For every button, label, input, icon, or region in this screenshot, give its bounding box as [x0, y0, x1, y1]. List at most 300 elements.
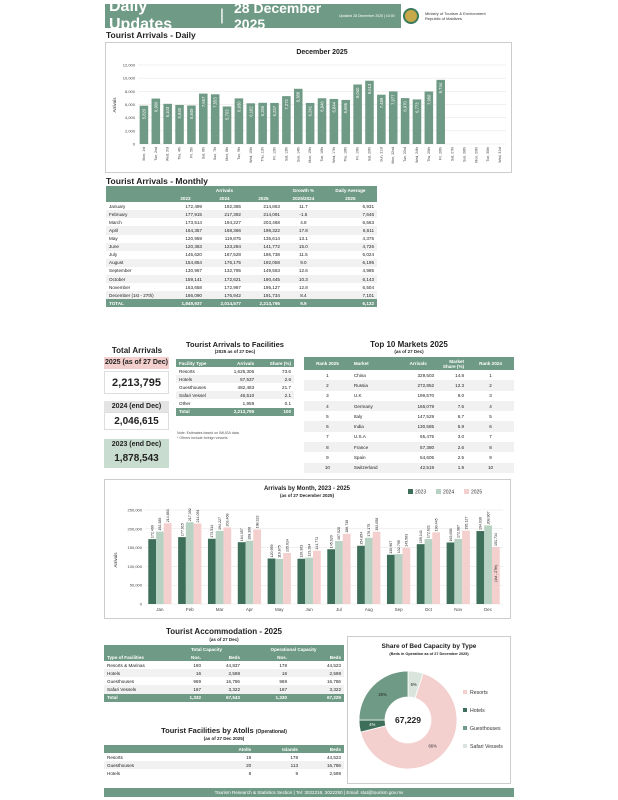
x-tick-label: Wed, 3rd	[165, 147, 170, 162]
table-cell: 16,786	[326, 762, 341, 768]
month-cell: August	[109, 260, 124, 266]
x-tick-label: Fri, 12th	[272, 147, 277, 160]
table-cell: 12.3	[455, 382, 465, 388]
table-cell: 132,795	[224, 268, 241, 274]
slice-label: 25%	[378, 692, 387, 698]
y-tick-label: 4,000	[124, 115, 135, 121]
legend-label: Safari Vessels	[470, 744, 503, 750]
bar-value-label: 132,795	[396, 540, 401, 554]
table-row	[104, 769, 344, 777]
bar-value-label: 159,141	[418, 530, 423, 544]
table-cell: 14.8	[455, 372, 465, 378]
legend-label: Hotels	[470, 708, 485, 714]
x-tick-label: Apr	[245, 607, 253, 612]
table-cell: 173,514	[185, 219, 202, 225]
bar-value-label: 173,514	[210, 524, 215, 538]
table-cell: 2	[326, 382, 329, 388]
table-cell: 7	[489, 434, 492, 440]
table-cell: Spain	[353, 455, 366, 461]
table-row	[304, 411, 514, 421]
table-cell: 203,468	[263, 219, 280, 225]
table-row	[304, 432, 514, 442]
table-row	[106, 275, 377, 283]
bar-value-label: 214,863	[165, 509, 170, 523]
x-tick-label: Oct	[424, 607, 432, 612]
table-row	[176, 408, 294, 416]
bar-value-label: 8,388	[295, 91, 301, 103]
table-cell: 5.9	[457, 424, 465, 430]
x-tick-label: Wed, 10th	[248, 147, 253, 163]
table-cell: 214,863	[263, 203, 280, 209]
bar-value-label: 141,772	[315, 536, 320, 550]
bar-value-label: 5,820	[141, 108, 147, 120]
table-cell: 2,598	[329, 770, 341, 776]
x-tick-label: Wed, 24th	[414, 147, 419, 163]
daily-section-title: Tourist Arrivals - Daily	[106, 30, 196, 40]
bar-value-label: 6,946	[319, 101, 325, 112]
chart-subtitle: (Beds in Operation as of 27 December 2025)	[389, 652, 469, 656]
table-cell: 4	[489, 403, 492, 409]
table-cell: Safari Vessel	[179, 392, 206, 398]
x-tick-label: Mon, 8th	[225, 147, 230, 161]
table-cell: 969	[193, 678, 202, 684]
col-header: Atolls	[238, 746, 252, 752]
bar-value-label: 5,930	[177, 107, 183, 119]
table-cell: 195,127	[263, 284, 280, 290]
y-tick-label: 8,000	[124, 88, 135, 94]
table-cell: Russia	[353, 382, 368, 388]
legend-label: 2023	[415, 489, 427, 496]
table-cell: 7,101	[362, 292, 374, 298]
bar	[238, 542, 246, 604]
table-cell: 4,985	[362, 268, 374, 274]
table-cell: 969	[279, 678, 288, 684]
bar-note: (1st - 27th)	[494, 564, 499, 582]
bar	[208, 539, 216, 604]
bar-value-label: 9,040	[355, 87, 361, 98]
table-cell: 1,959	[242, 401, 255, 407]
total-2025-value: 2,213,795	[104, 371, 169, 394]
bar-value-label: 7,489	[378, 97, 384, 109]
table-cell: 3,322	[329, 687, 341, 693]
table-cell: 21.7	[282, 384, 291, 390]
month-cell: March	[109, 219, 122, 225]
table-cell: 6	[326, 424, 329, 430]
bar-value-label: 6,182	[248, 106, 254, 117]
slice-label: 66%	[428, 743, 437, 749]
month-cell: May	[109, 236, 118, 242]
table-row	[104, 677, 344, 685]
bar	[216, 531, 224, 604]
table-row	[176, 383, 294, 391]
legend-swatch	[463, 744, 467, 748]
markets-subtitle: (as of 27 Dec)	[394, 349, 424, 354]
table-cell: 141,772	[263, 244, 280, 250]
table-cell: 6,024	[362, 252, 374, 258]
table-cell: 10	[324, 465, 330, 471]
col-header: Beds	[228, 654, 240, 660]
bar-value-label: 190,445	[434, 518, 439, 532]
bar	[305, 558, 313, 604]
table-cell: 2,598	[329, 670, 341, 676]
x-tick-label: Tue, 23rd	[403, 147, 408, 162]
table-cell: 8	[489, 444, 492, 450]
table-row	[106, 299, 377, 307]
bar	[327, 549, 335, 604]
table-cell: 6,504	[362, 284, 374, 290]
table-row	[106, 218, 377, 226]
bar-value-label: 163,658	[448, 528, 453, 542]
table-cell: 16	[195, 670, 202, 676]
table-cell: 176,942	[224, 292, 241, 298]
bed-share-chart	[348, 637, 510, 783]
table-cell: 130,967	[185, 268, 202, 274]
table-cell: 482,483	[237, 384, 255, 390]
bar-value-label: 145,620	[329, 535, 334, 549]
bar-value-label: 176,175	[367, 523, 372, 537]
table-cell: 6,611	[362, 228, 374, 234]
bar-value-label: 6,256	[260, 105, 266, 117]
markets-title: Top 10 Markets 2025	[370, 340, 448, 349]
total-2023-label: 2023 (end Dec)	[104, 439, 169, 450]
bar-value-label: 7,553	[212, 97, 218, 108]
x-tick-label: Tue, 9th	[236, 147, 241, 160]
country-name: Republic of Maldives	[425, 16, 462, 21]
bar-value-label: 177,915	[180, 523, 185, 537]
table-cell: 65,475	[420, 434, 435, 440]
bar	[194, 524, 202, 604]
table-cell: 20	[246, 762, 252, 768]
bar-value-label: 154,854	[359, 531, 364, 545]
table-cell: 147,529	[417, 413, 435, 419]
bar	[357, 546, 365, 604]
daily-arrivals-chart	[106, 43, 511, 172]
table-row	[176, 367, 294, 375]
col-header: Total Capacity	[190, 646, 223, 652]
month-cell: TOTAL	[109, 300, 124, 306]
month-cell: July	[109, 252, 118, 258]
y-tick-label: 150,000	[127, 545, 142, 551]
table-cell: 12.8	[298, 284, 308, 290]
legend-swatch	[464, 489, 469, 494]
col-header: Rank 2024	[479, 361, 502, 366]
x-tick-label: Sun, 14th	[296, 147, 301, 162]
table-cell: 6,195	[362, 260, 374, 266]
table-cell: 191,734	[263, 292, 280, 298]
y-tick-label: 250,000	[127, 507, 142, 513]
x-tick-label: Thu, 11th	[260, 147, 265, 162]
table-row	[304, 401, 514, 411]
bar	[156, 532, 164, 604]
table-cell: 6	[489, 424, 492, 430]
table-cell: 198,322	[263, 228, 280, 234]
table-cell: 272,852	[417, 382, 435, 388]
bar-value-label: 6,103	[165, 106, 171, 118]
bar	[373, 532, 381, 604]
table-row	[104, 761, 344, 769]
table-cell: 3,322	[228, 687, 240, 693]
x-tick-label: Thu, 25th	[426, 147, 431, 162]
table-cell: Resorts	[179, 368, 195, 374]
table-cell: Guesthouses	[179, 384, 207, 390]
table-cell: 154,854	[185, 260, 202, 266]
x-tick-label: Jun	[305, 607, 313, 612]
y-tick-label: 0	[132, 141, 135, 147]
table-row	[176, 391, 294, 399]
bar	[343, 534, 351, 604]
x-tick-label: Sat, 20th	[367, 147, 372, 162]
ministry-block	[401, 4, 515, 28]
x-tick-label: Feb	[185, 607, 194, 612]
legend-label: Resorts	[470, 690, 488, 696]
table-cell: 4,375	[362, 236, 374, 242]
facilities-title: Tourist Arrivals to Facilities	[186, 340, 284, 349]
y-tick-label: 12,000	[122, 62, 135, 68]
table-cell: 172,499	[185, 203, 202, 209]
year-header: 2025	[258, 195, 269, 201]
table-cell: Resorts	[107, 754, 123, 760]
table-cell: Other	[179, 401, 191, 407]
x-tick-label: Mon, 1st	[141, 147, 146, 161]
x-tick-label: Mon, 15th	[308, 147, 313, 163]
bar-value-label: 172,621	[426, 525, 431, 539]
chart-subtitle: (as of 27 December 2025)	[279, 493, 335, 498]
bar	[246, 541, 254, 604]
facilities-subtitle: (2025 as of 27 Dec)	[214, 349, 256, 354]
table-cell: 42,519	[420, 465, 435, 471]
bar-value-label: 9,744	[438, 82, 444, 94]
table-cell: 199,570	[417, 393, 435, 399]
total-2023-value: 1,878,543	[104, 450, 169, 468]
table-cell: 4,726	[362, 244, 374, 250]
table-cell: 17.8	[298, 228, 308, 234]
total-2024-label: 2024 (end Dec)	[104, 401, 169, 412]
x-tick-label: Tue, 16th	[320, 147, 324, 162]
table-cell: 163,658	[185, 284, 202, 290]
markets-table	[304, 357, 514, 473]
table-cell: 3	[326, 393, 329, 399]
table-cell: 7,646	[362, 211, 374, 217]
y-tick-label: 2,000	[124, 128, 135, 134]
table-cell: 1.9	[457, 465, 465, 471]
monthly-chart-panel	[104, 479, 511, 619]
table-row	[104, 694, 344, 702]
table-cell: 7	[326, 434, 329, 440]
table-cell: 10	[487, 465, 494, 471]
month-cell: April	[109, 228, 119, 234]
table-cell: 1,330	[275, 695, 288, 701]
bar-value-label: 120,959	[269, 544, 274, 558]
table-cell: 120,363	[185, 244, 202, 250]
legend-swatch	[408, 489, 413, 494]
table-cell: 4.8	[300, 219, 307, 225]
table-cell: 172,621	[224, 276, 241, 282]
table-cell: 159,141	[185, 276, 202, 282]
x-tick-label: Wed, 17th	[331, 147, 336, 163]
table-cell: 168,366	[224, 228, 241, 234]
table-cell: 135,614	[263, 236, 280, 242]
table-cell: 164,357	[185, 228, 202, 234]
table-row	[304, 391, 514, 401]
col-header: Arrivals	[237, 360, 255, 366]
table-row	[304, 463, 514, 473]
bar-value-label: 135,614	[285, 539, 290, 553]
table-cell: 9	[295, 770, 298, 776]
table-row	[106, 210, 377, 218]
bar	[164, 523, 172, 604]
bar-value-label: 6,970	[402, 101, 408, 112]
table-cell: 9.0	[300, 260, 307, 266]
bar	[432, 532, 440, 604]
table-cell: Guesthouses	[107, 762, 135, 768]
table-cell: Italy	[353, 413, 363, 419]
bar	[297, 559, 305, 604]
table-cell: 2,598	[228, 670, 240, 676]
x-tick-label: Sat, 6th	[201, 147, 206, 160]
table-cell: 2	[489, 382, 492, 388]
x-tick-label: Nov	[454, 607, 463, 612]
bar-value-label: 7,977	[390, 94, 396, 105]
table-row	[304, 421, 514, 431]
legend-swatch	[463, 708, 467, 712]
bar	[335, 541, 343, 604]
table-cell: 44,523	[326, 662, 341, 668]
bar	[253, 529, 261, 604]
x-tick-label: Thu, 18th	[343, 147, 348, 162]
table-cell: Hotels	[107, 770, 121, 776]
table-cell: 2.5	[457, 455, 465, 461]
table-cell: 67,229	[326, 695, 341, 701]
slice-label: 5%	[410, 681, 417, 687]
x-tick-label: Mar	[215, 607, 224, 612]
col-header: Share (%)	[269, 360, 291, 366]
table-cell: 73.6	[282, 368, 291, 374]
month-cell: November	[109, 284, 131, 290]
facilities-note: * Others include foreign vessels	[177, 436, 228, 440]
table-cell: 167	[193, 687, 202, 693]
table-cell: 6,563	[362, 219, 374, 225]
table-cell: Germany	[353, 403, 373, 409]
chart-title: Arrivals by Month, 2023 - 2025	[263, 486, 351, 492]
x-tick-label: Sat, 13th	[284, 147, 289, 162]
legend-label: Guesthouses	[470, 726, 501, 732]
x-tick-label: Sat, 27th	[450, 147, 455, 162]
table-cell: 100	[283, 409, 291, 415]
year-header: 2025	[345, 195, 356, 201]
table-row	[106, 226, 377, 234]
table-cell: U.K	[353, 393, 362, 399]
table-row	[304, 370, 514, 380]
bar	[395, 554, 403, 604]
table-cell: 10.3	[298, 276, 308, 282]
bar	[178, 537, 186, 604]
bed-share-panel	[347, 636, 511, 784]
atolls-title: Tourist Facilities by Atolls (Operational)	[161, 726, 287, 735]
table-cell: 120,959	[185, 236, 202, 242]
bar-value-label: 167,528	[337, 527, 342, 541]
bar-value-label: 120,363	[299, 544, 304, 558]
table-cell: 12.6	[298, 268, 308, 274]
table-row	[304, 452, 514, 462]
accom-table	[104, 645, 344, 702]
table-row	[106, 291, 377, 299]
month-cell: June	[109, 244, 119, 250]
bar	[402, 548, 410, 604]
table-cell: 214,091	[263, 211, 280, 217]
x-tick-label: Sun, 7th	[213, 147, 218, 161]
center-value: 67,229	[395, 715, 421, 725]
table-cell: 6,931	[362, 203, 374, 209]
table-row	[304, 380, 514, 390]
x-tick-label: Sep	[394, 607, 403, 612]
table-cell: 217,392	[224, 211, 241, 217]
title-separator: |	[219, 7, 225, 24]
bar-value-label: 217,392	[188, 508, 193, 522]
bar-value-label: 6,696	[343, 102, 349, 114]
y-tick-label: 100,000	[127, 563, 142, 569]
x-tick-label: Tue, 30th	[486, 147, 491, 162]
chart-title: December 2025	[296, 49, 348, 56]
facilities-table	[176, 359, 294, 416]
bar	[462, 531, 470, 604]
table-cell: 6,132	[362, 300, 374, 306]
table-cell: 192,385	[224, 203, 241, 209]
table-row	[104, 661, 344, 669]
table-row	[106, 251, 377, 259]
table-cell: 9	[326, 455, 329, 461]
table-cell: Resorts & Marinas	[107, 662, 145, 668]
bar-value-label: 7,272	[283, 99, 289, 110]
bar	[484, 525, 492, 604]
table-cell: 5	[489, 413, 492, 419]
table-cell: 2,014,577	[220, 300, 241, 306]
table-cell: 4	[326, 403, 329, 409]
table-cell: 6,143	[362, 276, 374, 282]
table-cell: 19	[246, 754, 252, 760]
table-row	[104, 753, 344, 761]
bar-value-label: 195,127	[464, 516, 469, 530]
x-tick-label: Sun, 28th	[462, 147, 467, 162]
table-cell: 44,523	[326, 754, 341, 760]
col-header: Beds	[329, 654, 341, 660]
col-header: Operational Capacity	[270, 646, 317, 652]
bar-value-label: 7,968	[426, 94, 432, 106]
month-cell: February	[109, 211, 128, 217]
table-row	[106, 259, 377, 267]
bar-value-label: 5,703	[224, 109, 230, 120]
table-cell: 11.7	[299, 203, 308, 209]
bar-value-label: 194,227	[217, 516, 222, 530]
bar-value-label: 192,058	[374, 517, 379, 531]
bar	[387, 555, 395, 604]
table-cell: 186,738	[263, 252, 280, 258]
bar-value-label: 214,091	[195, 509, 200, 523]
month-cell: December (1st - 27th)	[109, 292, 154, 298]
table-row	[104, 669, 344, 677]
col-header: Nos.	[191, 654, 202, 660]
table-cell: 2,213,795	[233, 409, 255, 415]
table-cell: 15.0	[298, 244, 308, 250]
total-arrivals-title: Total Arrivals	[111, 346, 163, 355]
table-cell: 194,227	[224, 219, 241, 225]
col-header: Type of Facilities	[107, 654, 144, 660]
table-cell: 2.6	[284, 376, 291, 382]
bar	[275, 559, 283, 604]
bar-value-label: 6,237	[272, 105, 278, 117]
table-row	[176, 375, 294, 383]
col-header: Nos.	[277, 654, 288, 660]
table-cell: Hotels	[179, 376, 193, 382]
